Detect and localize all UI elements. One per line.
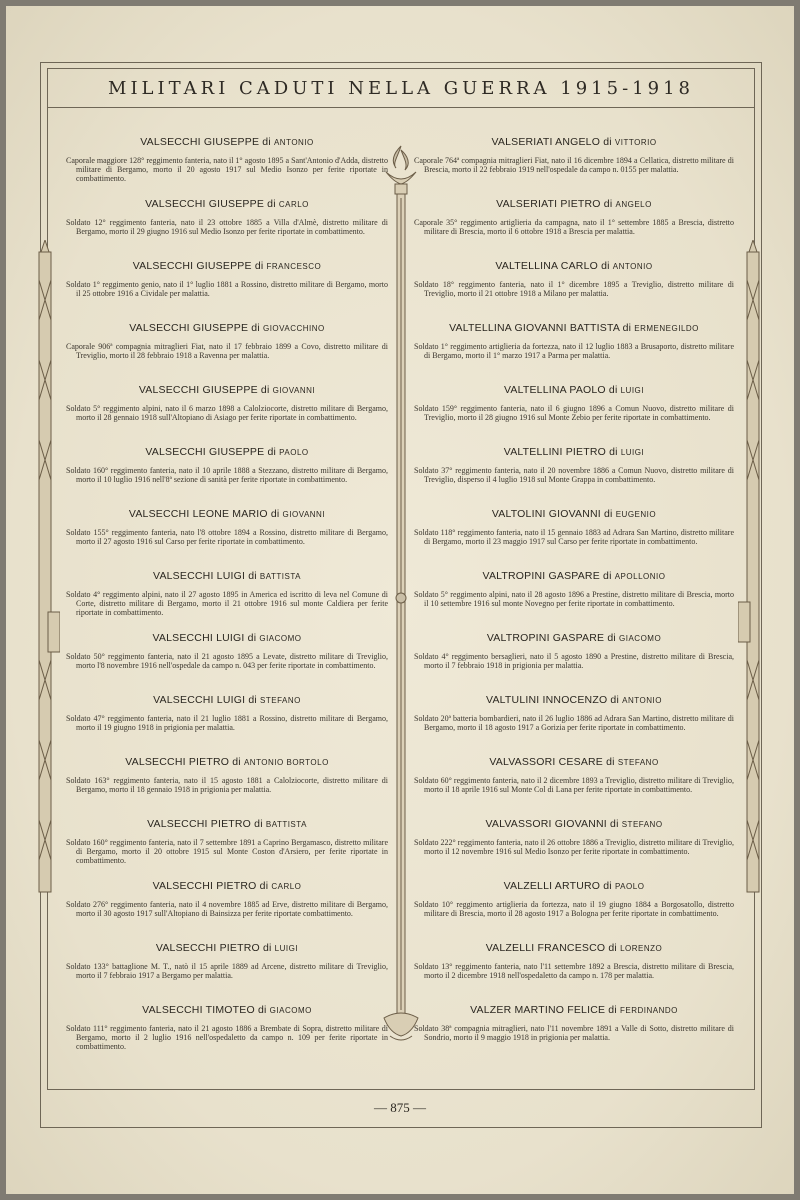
entry-name: VALTROPINI GASPARE di GIACOMO — [486, 632, 662, 644]
entry-surname-given: VALSECCHI PIETRO — [125, 756, 230, 768]
entry-description: Soldato 5° reggimento alpini, nato il 6 marzo 1898 a Calolziocorte, distretto militare di Bergamo, morto il 28 gennaio 1918 sull'Altopiano di Asiago per ferite riportate in combattimento. — [66, 404, 388, 422]
list-item — [66, 624, 388, 686]
list-item — [414, 562, 734, 624]
entry-description: Caporale 764ª compagnia mitraglieri Fiat, nato il 16 dicembre 1894 a Cellatica, distretto militare di Brescia, morto il 22 febbraio 1919 nell'ospedale da campo n. 0155 per malattia. — [414, 156, 734, 174]
entry-father: ANTONIO — [273, 138, 314, 147]
entry-father: ANTONIO — [622, 696, 662, 705]
list-item — [66, 686, 388, 748]
list-item — [66, 748, 388, 810]
entry-father: CARLO — [271, 882, 302, 891]
entry-surname-given: VALSECCHI PIETRO — [152, 880, 257, 892]
entry-description: Soldato 1° reggimento artiglieria da fortezza, nato il 12 luglio 1883 a Brusaporto, distretto militare di Bergamo, morto il 1° marzo 1917 a Parma per malattia. — [414, 342, 734, 360]
entry-father: GIOVANNI — [282, 510, 326, 519]
list-item — [66, 438, 388, 500]
list-item — [66, 996, 388, 1058]
entry-description: Soldato 13° reggimento fanteria, nato l'11 settembre 1892 a Brescia, distretto militare di Brescia, morto il 2 dicembre 1918 nell'ospedaletto da campo n. 178 per malattia. — [414, 962, 734, 980]
entry-surname-given: VALTROPINI GASPARE — [486, 632, 605, 644]
entry-description: Soldato 133° battaglione M. T., natò il 15 aprile 1889 ad Arcene, distretto militare di Treviglio, morto il 7 febbraio 1917 a Bergamo per malattia. — [66, 962, 388, 980]
entry-description: Soldato 10° reggimento artiglieria da fortezza, nato il 19 giugno 1884 a Borgosatollo, distretto militare di Brescia, morto il 28 agosto 1917 a Bologna per ferite riportate in combattimento. — [414, 900, 734, 918]
entry-name: VALSECCHI PIETRO di CARLO — [152, 880, 302, 892]
entry-surname-given: VALTELLINA GIOVANNI BATTISTA — [449, 322, 620, 334]
entry-name: VALZER MARTINO FELICE di FERDINANDO — [470, 1004, 678, 1016]
entry-name: VALSECCHI PIETRO di BATTISTA — [147, 818, 307, 830]
entry-description: Soldato 111° reggimento fanteria, nato il 21 agosto 1886 a Brembate di Sopra, distretto militare di Bergamo, morto il 2 luglio 1916 nell'ospedaletto da campo n. 109 per ferite riportate in combattimento. — [66, 1024, 388, 1051]
entry-surname-given: VALTELLINA PAOLO — [503, 384, 606, 396]
entry-description: Soldato 276° reggimento fanteria, nato il 4 novembre 1885 ad Erve, distretto militare di Bergamo, morto il 30 agosto 1917 sull'Altopiano di Bainsizza per ferite riportate combattimento. — [66, 900, 388, 918]
list-item — [66, 810, 388, 872]
entry-surname-given: VALTELLINI PIETRO — [503, 446, 606, 458]
entry-surname-given: VALSECCHI TIMOTEO — [142, 1004, 255, 1016]
entry-father: BATTISTA — [265, 820, 307, 829]
entry-name: VALTELLINA GIOVANNI BATTISTA di ERMENEGILDO — [449, 322, 699, 334]
entry-surname-given: VALSECCHI GIUSEPPE — [145, 198, 265, 210]
entry-description: Soldato 160° reggimento fanteria, nato il 7 settembre 1891 a Caprino Bergamasco, distretto militare di Bergamo, morto il 20 ottobre 1915 sul Monte Coston d'Arsiero, per ferite riportate in combattimento. — [66, 838, 388, 865]
entry-name: VALSECCHI GIUSEPPE di CARLO — [145, 198, 309, 210]
list-item — [414, 810, 734, 872]
entry-description: Soldato 47° reggimento fanteria, nato il 21 luglio 1881 a Rossino, distretto militare di Bergamo, morto il 19 giugno 1918 in prigionia per malattia. — [66, 714, 388, 732]
list-item — [414, 376, 734, 438]
entry-name: VALSECCHI PIETRO di LUIGI — [155, 942, 299, 954]
entry-description: Soldato 12° reggimento fanteria, nato il 23 ottobre 1885 a Villa d'Almè, distretto militare di Bergamo, morto il 29 giugno 1916 sul Medio Isonzo per ferite riportate in combattimento. — [66, 218, 388, 236]
list-item — [66, 376, 388, 438]
entry-name: VALSECCHI LUIGI di GIACOMO — [152, 632, 302, 644]
entry-father: LUIGI — [274, 944, 299, 953]
list-item — [414, 934, 734, 996]
entry-name: VALSECCHI GIUSEPPE di PAOLO — [145, 446, 309, 458]
entry-father: PAOLO — [279, 448, 309, 457]
list-item — [414, 996, 734, 1058]
entry-father: ANTONIO BORTOLO — [243, 758, 329, 767]
list-item — [66, 128, 388, 190]
left-column — [66, 128, 388, 1078]
entry-surname-given: VALTELLINA CARLO — [495, 260, 598, 272]
entry-name: VALZELLI ARTURO di PAOLO — [503, 880, 645, 892]
entry-name: VALTELLINA PAOLO di LUIGI — [503, 384, 645, 396]
entry-name: VALTULINI INNOCENZO di ANTONIO — [486, 694, 662, 706]
entry-description: Soldato 60° reggimento fanteria, nato il 2 dicembre 1893 a Treviglio, distretto militare di Treviglio, morto il 18 aprile 1916 sul Monte Col di Lana per ferite riportate in combattimento. — [414, 776, 734, 794]
entry-description: Soldato 37° reggimento fanteria, nato il 20 novembre 1886 a Comun Nuovo, distretto militare di Treviglio, disperso il 4 luglio 1918 sul Monte Grappa in combattimento. — [414, 466, 734, 484]
entry-name: VALTELLINI PIETRO di LUIGI — [503, 446, 645, 458]
entry-name: VALTELLINA CARLO di ANTONIO — [495, 260, 653, 272]
entry-description: Soldato 4° reggimento bersaglieri, nato il 5 agosto 1890 a Prestine, distretto militare di Brescia, morto il 7 febbraio 1918 in prigionia per malattia. — [414, 652, 734, 670]
entry-father: GIACOMO — [269, 1006, 312, 1015]
entry-father: ANTONIO — [612, 262, 653, 271]
list-item — [414, 190, 734, 252]
entry-father: VITTORIO — [614, 138, 657, 147]
entry-surname-given: VALSECCHI GIUSEPPE — [129, 322, 249, 334]
entry-surname-given: VALSECCHI LUIGI — [152, 632, 245, 644]
entry-description: Soldato 159° reggimento fanteria, nato il 6 giugno 1896 a Comun Nuovo, distretto militare di Treviglio, morto il 28 giugno 1916 sul Monte Zebio per ferite riportate in combattimento. — [414, 404, 734, 422]
entry-description: Soldato 118° reggimento fanteria, nato il 15 gennaio 1883 ad Adrara San Martino, distretto militare di Bergamo, morto il 23 maggio 1917 sul Carso per ferite riportate in combattimento. — [414, 528, 734, 546]
entry-surname-given: VALSECCHI GIUSEPPE — [145, 446, 265, 458]
entry-father: ANGELO — [615, 200, 652, 209]
entry-father: STEFANO — [260, 696, 301, 705]
page-number: — 875 — — [374, 1100, 426, 1115]
list-item — [414, 252, 734, 314]
entry-father: STEFANO — [617, 758, 659, 767]
entry-description: Caporale 906ª compagnia mitraglieri Fiat, nato il 17 febbraio 1899 a Covo, distretto militare di Treviglio, morto il 28 febbraio 1918 a Ravenna per malattia. — [66, 342, 388, 360]
entry-surname-given: VALVASSORI GIOVANNI — [485, 818, 607, 830]
entry-name: VALSECCHI GIUSEPPE di GIOVACCHINO — [129, 322, 325, 334]
list-item — [66, 872, 388, 934]
list-item — [66, 562, 388, 624]
list-item — [414, 748, 734, 810]
entry-father: LUIGI — [620, 448, 645, 457]
entry-father: STEFANO — [621, 820, 663, 829]
entry-father: CARLO — [278, 200, 309, 209]
entry-father: GIACOMO — [619, 634, 662, 643]
entry-description: Soldato 1° reggimento genio, nato il 1° luglio 1881 a Rossino, distretto militare di Bergamo, morto il 25 ottobre 1916 a Cividale per malattia. — [66, 280, 388, 298]
entry-surname-given: VALSECCHI LUIGI — [153, 694, 246, 706]
list-item — [414, 686, 734, 748]
entry-name: VALSECCHI LEONE MARIO di GIOVANNI — [128, 508, 326, 520]
entry-surname-given: VALSECCHI LUIGI — [153, 570, 246, 582]
entry-surname-given: VALSECCHI GIUSEPPE — [140, 136, 260, 148]
entry-name: VALSECCHI PIETRO di ANTONIO BORTOLO — [125, 756, 329, 768]
entry-father: FRANCESCO — [266, 262, 322, 271]
entry-description: Caporale 35° reggimento artiglieria da campagna, nato il 1° settembre 1885 a Brescia, distretto militare di Brescia, morto il 6 ottobre 1918 a Brescia per malattia. — [414, 218, 734, 236]
entry-description: Soldato 160° reggimento fanteria, nato il 10 aprile 1888 a Stezzano, distretto militare di Bergamo, morto il 10 luglio 1916 nell'8ª sezione di sanità per ferite riportate in combattimento. — [66, 466, 388, 484]
entry-name: VALSECCHI GIUSEPPE di ANTONIO — [140, 136, 314, 148]
entry-name: VALVASSORI CESARE di STEFANO — [489, 756, 659, 768]
entry-surname-given: VALZER MARTINO FELICE — [470, 1004, 606, 1016]
entry-surname-given: VALSECCHI GIUSEPPE — [132, 260, 252, 272]
entry-father: GIOVANNI — [272, 386, 316, 395]
entry-name: VALSECCHI GIUSEPPE di GIOVANNI — [138, 384, 316, 396]
entry-description: Soldato 20ª batteria bombardieri, nato il 26 luglio 1886 ad Adrara San Martino, distretto militare di Bergamo, morto il 18 agosto 1917 a Gorizia per ferite riportate in combattimento. — [414, 714, 734, 732]
entry-father: FERDINANDO — [620, 1006, 678, 1015]
entry-description: Soldato 5° reggimento alpini, nato il 28 agosto 1896 a Prestine, distretto militare di Brescia, morto il 10 settembre 1916 sul monte Novegno per ferite riportate in combattimento. — [414, 590, 734, 608]
entry-description: Soldato 163° reggimento fanteria, nato il 15 agosto 1881 a Calolziocorte, distretto militare di Bergamo, morto il 18 gennaio 1918 in prigionia per malattia. — [66, 776, 388, 794]
entry-description: Soldato 4° reggimento alpini, nato il 27 agosto 1895 in America ed iscritto di leva nel Comune di Corte, distretto militare di Bergamo, morto il 21 ottobre 1916 sul monte Caldiera per ferite riportate in combattimento. — [66, 590, 388, 617]
entry-name: VALZELLI FRANCESCO di LORENZO — [485, 942, 663, 954]
entry-surname-given: VALZELLI ARTURO — [503, 880, 601, 892]
entry-description: Soldato 222° reggimento fanteria, nato il 26 ottobre 1886 a Treviglio, distretto militare di Treviglio, morto il 12 novembre 1916 sul Medio Isonzo per ferite riportate in combattimento. — [414, 838, 734, 856]
entry-surname-given: VALSERIATI PIETRO — [496, 198, 601, 210]
entry-name: VALTOLINI GIOVANNI di EUGENIO — [491, 508, 657, 520]
entry-name: VALSECCHI LUIGI di BATTISTA — [153, 570, 301, 582]
page-title: MILITARI CADUTI NELLA GUERRA 1915-1918 — [108, 77, 694, 99]
entry-surname-given: VALTOLINI GIOVANNI — [491, 508, 601, 520]
entry-surname-given: VALVASSORI CESARE — [489, 756, 604, 768]
entry-father: ERMENEGILDO — [634, 324, 699, 333]
entry-father: LUIGI — [620, 386, 645, 395]
entry-father: EUGENIO — [615, 510, 657, 519]
fasces-icon — [30, 240, 60, 900]
entry-surname-given: VALTULINI INNOCENZO — [486, 694, 608, 706]
entry-name: VALVASSORI GIOVANNI di STEFANO — [485, 818, 663, 830]
entry-name: VALSERIATI PIETRO di ANGELO — [496, 198, 652, 210]
entry-father: GIOVACCHINO — [262, 324, 325, 333]
list-item — [66, 252, 388, 314]
list-item — [414, 872, 734, 934]
entry-surname-given: VALSECCHI GIUSEPPE — [138, 384, 258, 396]
list-item — [66, 500, 388, 562]
list-item — [414, 500, 734, 562]
entry-name: VALTROPINI GASPARE di APOLLONIO — [482, 570, 666, 582]
entry-description: Soldato 18° reggimento fanteria, nato il 1° dicembre 1895 a Treviglio, distretto militare di Treviglio, morto il 21 ottobre 1918 a Milano per malattia. — [414, 280, 734, 298]
entry-father: PAOLO — [614, 882, 645, 891]
entry-name: VALSECCHI TIMOTEO di GIACOMO — [142, 1004, 312, 1016]
entry-surname-given: VALZELLI FRANCESCO — [485, 942, 606, 954]
list-item — [414, 624, 734, 686]
entry-surname-given: VALSECCHI PIETRO — [147, 818, 252, 830]
entry-description: Soldato 38ª compagnia mitraglieri, nato l'11 novembre 1891 a Valle di Sotto, distretto militare di Sondrio, morto il 9 maggio 1918 in prigionia per malattia. — [414, 1024, 734, 1042]
entry-surname-given: VALSERIATI ANGELO — [491, 136, 601, 148]
entry-father: LORENZO — [620, 944, 663, 953]
right-column — [414, 128, 734, 1078]
list-item — [414, 128, 734, 190]
list-item — [414, 438, 734, 500]
entry-description: Soldato 155° reggimento fanteria, nato l'8 ottobre 1894 a Rossino, distretto militare di Bergamo, morto il 27 agosto 1916 sul Carso per ferite riportate in combattimento. — [66, 528, 388, 546]
entry-father: BATTISTA — [259, 572, 301, 581]
entry-description: Soldato 50° reggimento fanteria, nato il 21 agosto 1895 a Levate, distretto militare di Treviglio, morto l'8 novembre 1916 nell'ospedale da campo n. 043 per ferite riportate in combattimento. — [66, 652, 388, 670]
entry-father: APOLLONIO — [614, 572, 666, 581]
entry-name: VALSECCHI LUIGI di STEFANO — [153, 694, 301, 706]
entry-surname-given: VALSECCHI PIETRO — [155, 942, 260, 954]
entry-father: GIACOMO — [259, 634, 302, 643]
entry-name: VALSECCHI GIUSEPPE di FRANCESCO — [132, 260, 322, 272]
list-item — [414, 314, 734, 376]
entry-description: Caporale maggiore 128° reggimento fanteria, nato il 1° agosto 1895 a Sant'Antonio d'Adda, distretto militare di Bergamo, morto il 20 agosto 1917 sul Medio Isonzo per ferite riportate in combattimento. — [66, 156, 388, 183]
list-item — [66, 314, 388, 376]
list-item — [66, 190, 388, 252]
entry-surname-given: VALSECCHI LEONE MARIO — [128, 508, 268, 520]
title-bar — [47, 68, 755, 108]
fasces-icon — [738, 240, 768, 900]
entry-name: VALSERIATI ANGELO di VITTORIO — [491, 136, 657, 148]
list-item — [66, 934, 388, 996]
entry-surname-given: VALTROPINI GASPARE — [482, 570, 600, 582]
